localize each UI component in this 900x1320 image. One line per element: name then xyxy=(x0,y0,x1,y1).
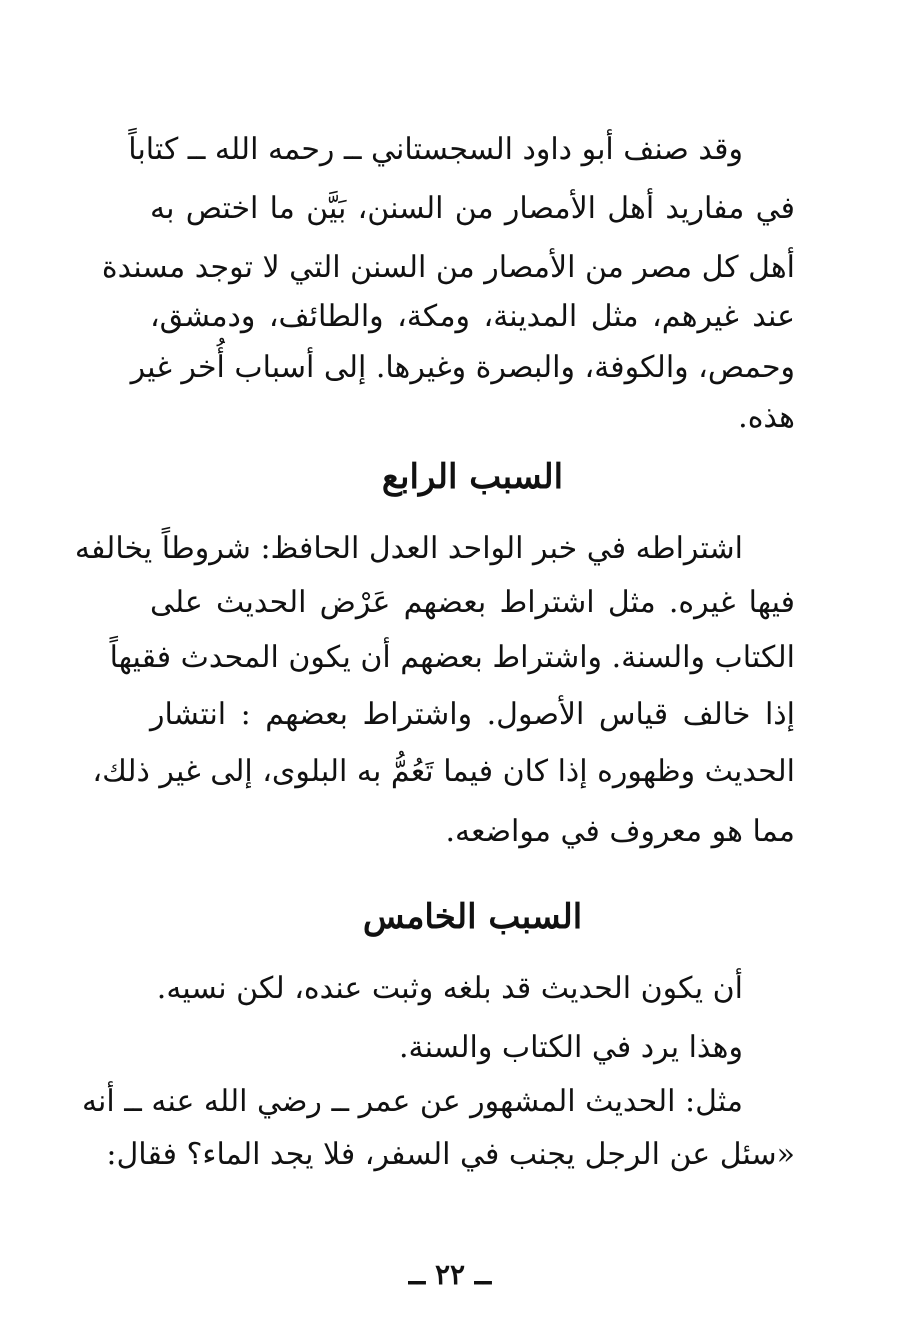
paragraph-line: فيها غيره. مثل اشتراط بعضهم عَرْض الحديث على xyxy=(150,585,795,620)
paragraph-line: اشتراطه في خبر الواحد العدل الحافظ: شروطاً يخالفه xyxy=(74,531,743,566)
page-number: ــ ٢٢ ــ xyxy=(408,1258,492,1291)
paragraph-line: مثل: الحديث المشهور عن عمر ــ رضي الله عنه ــ أنه xyxy=(81,1084,743,1119)
paragraph-line: مما هو معروف في مواضعه. xyxy=(445,814,795,849)
paragraph-line: الحديث وظهوره إذا كان فيما تَعُمُّ به البلوى، إلى غير ذلك، xyxy=(92,754,795,789)
paragraph-line: وقد صنف أبو داود السجستاني ــ رحمه الله ــ كتاباً xyxy=(128,132,743,167)
section-heading: السبب الرابع xyxy=(381,457,564,497)
paragraph-line: هذه. xyxy=(738,400,795,435)
paragraph-line: «سئل عن الرجل يجنب في السفر، فلا يجد الماء؟ فقال: xyxy=(106,1137,795,1172)
paragraph-line: أن يكون الحديث قد بلغه وثبت عنده، لكن نسيه. xyxy=(156,971,743,1006)
paragraph-line: وهذا يرد في الكتاب والسنة. xyxy=(398,1030,743,1065)
paragraph-line: إذا خالف قياس الأصول. واشتراط بعضهم : انتشار xyxy=(150,697,795,732)
paragraph-line: عند غيرهم، مثل المدينة، ومكة، والطائف، ودمشق، xyxy=(150,299,795,334)
paragraph-line: الكتاب والسنة. واشتراط بعضهم أن يكون المحدث فقيهاً xyxy=(109,640,795,675)
section-heading: السبب الخامس xyxy=(362,897,583,937)
paragraph-line: في مفاريد أهل الأمصار من السنن، بَيَّن ما اختص به xyxy=(150,191,795,226)
paragraph-line: وحمص، والكوفة، والبصرة وغيرها. إلى أسباب أُخر غير xyxy=(130,350,795,385)
paragraph-line: أهل كل مصر من الأمصار من السنن التي لا توجد مسندة xyxy=(101,250,795,285)
